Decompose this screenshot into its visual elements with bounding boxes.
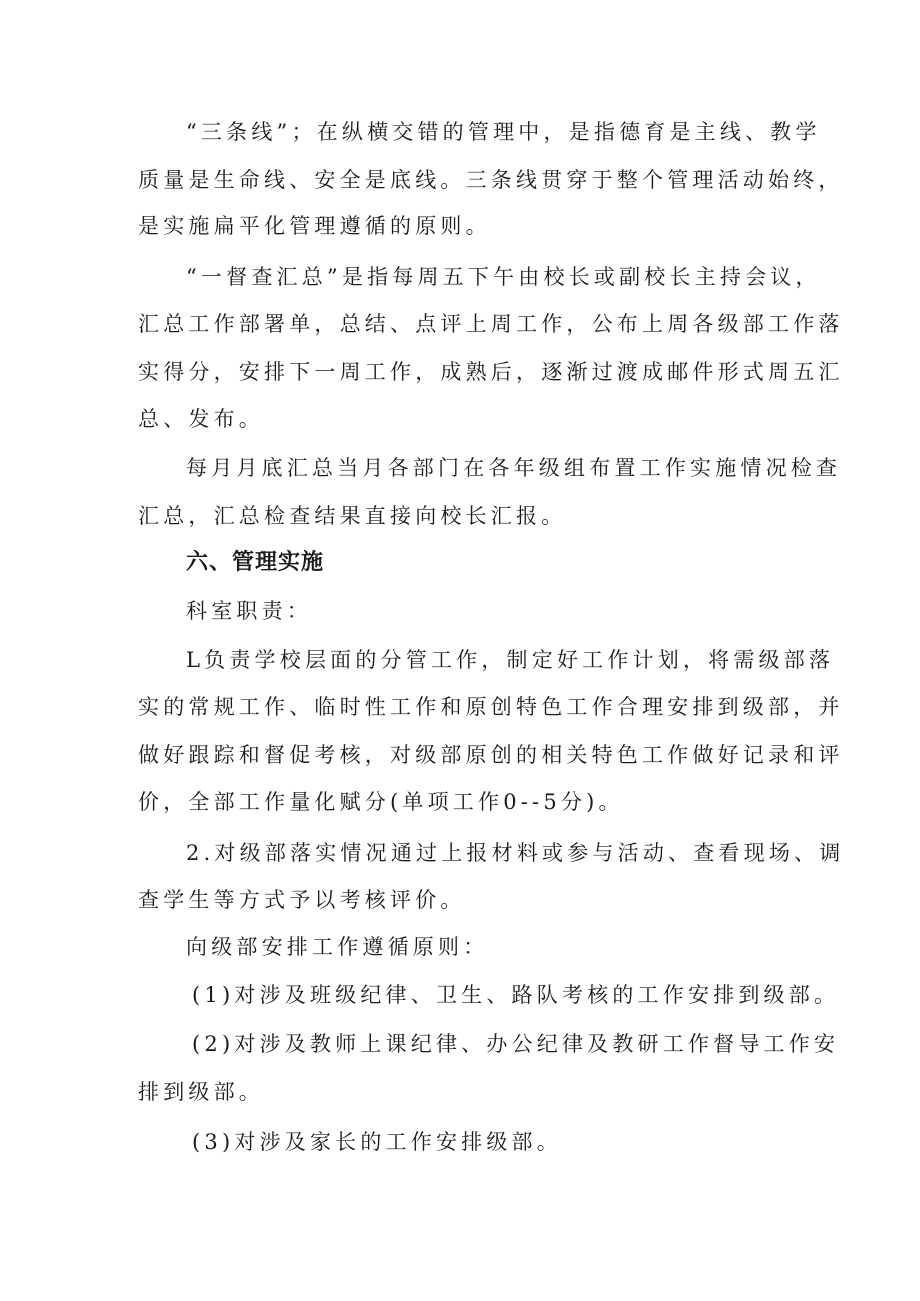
subheading-principles: 向级部安排工作遵循原则： [186,935,489,959]
principle-2-line-1: (2)对涉及教师上课纪律、办公纪律及教研工作督导工作安 [192,1032,840,1056]
paragraph-san-tiao-xian-line-3: 是实施扁平化管理遵循的原则。 [138,214,491,238]
principle-3: (3)对涉及家长的工作安排级部。 [192,1130,562,1154]
duty-1-line-3: 做好跟踪和督促考核，对级部原创的相关特色工作做好记录和评 [138,743,844,767]
section-heading: 六、管理实施 [186,550,325,575]
paragraph-du-cha-line-2: 汇总工作部署单，总结、点评上周工作，公布上周各级部工作落 [138,312,844,336]
duty-2-line-2: 查学生等方式予以考核评价。 [138,888,466,912]
principle-1: (1)对涉及班级纪律、卫生、路队考核的工作安排到级部。 [192,983,840,1007]
subheading-office-duties: 科室职责： [186,599,312,623]
paragraph-du-cha-line-3: 实得分，安排下一周工作，成熟后，逐渐过渡成邮件形式周五汇 [138,360,844,384]
paragraph-du-cha-line-4: 总、发布。 [138,407,264,431]
duty-1-line-4: 价，全部工作量化赋分(单项工作0--5分)。 [138,790,624,814]
paragraph-monthly-line-1: 每月月底汇总当月各部门在各年级组布置工作实施情况检查 [186,456,842,480]
paragraph-san-tiao-xian-line-1: “三条线”；在纵横交错的管理中，是指德育是主线、教学 [186,120,821,144]
duty-1-line-2: 实的常规工作、临时性工作和原创特色工作合理安排到级部，并 [138,695,844,719]
paragraph-monthly-line-2: 汇总，汇总检查结果直接向校长汇报。 [138,504,567,528]
duty-2-line-1: 2.对级部落实情况通过上报材料或参与活动、查看现场、调 [186,841,845,865]
paragraph-du-cha-line-1: “一督查汇总”是指每周五下午由校长或副校长主持会议， [186,265,821,289]
duty-1-line-1: L负责学校层面的分管工作，制定好工作计划，将需级部落 [186,648,835,672]
paragraph-san-tiao-xian-line-2: 质量是生命线、安全是底线。三条线贯穿于整个管理活动始终， [138,168,844,192]
principle-2-line-2: 排到级部。 [138,1080,264,1104]
